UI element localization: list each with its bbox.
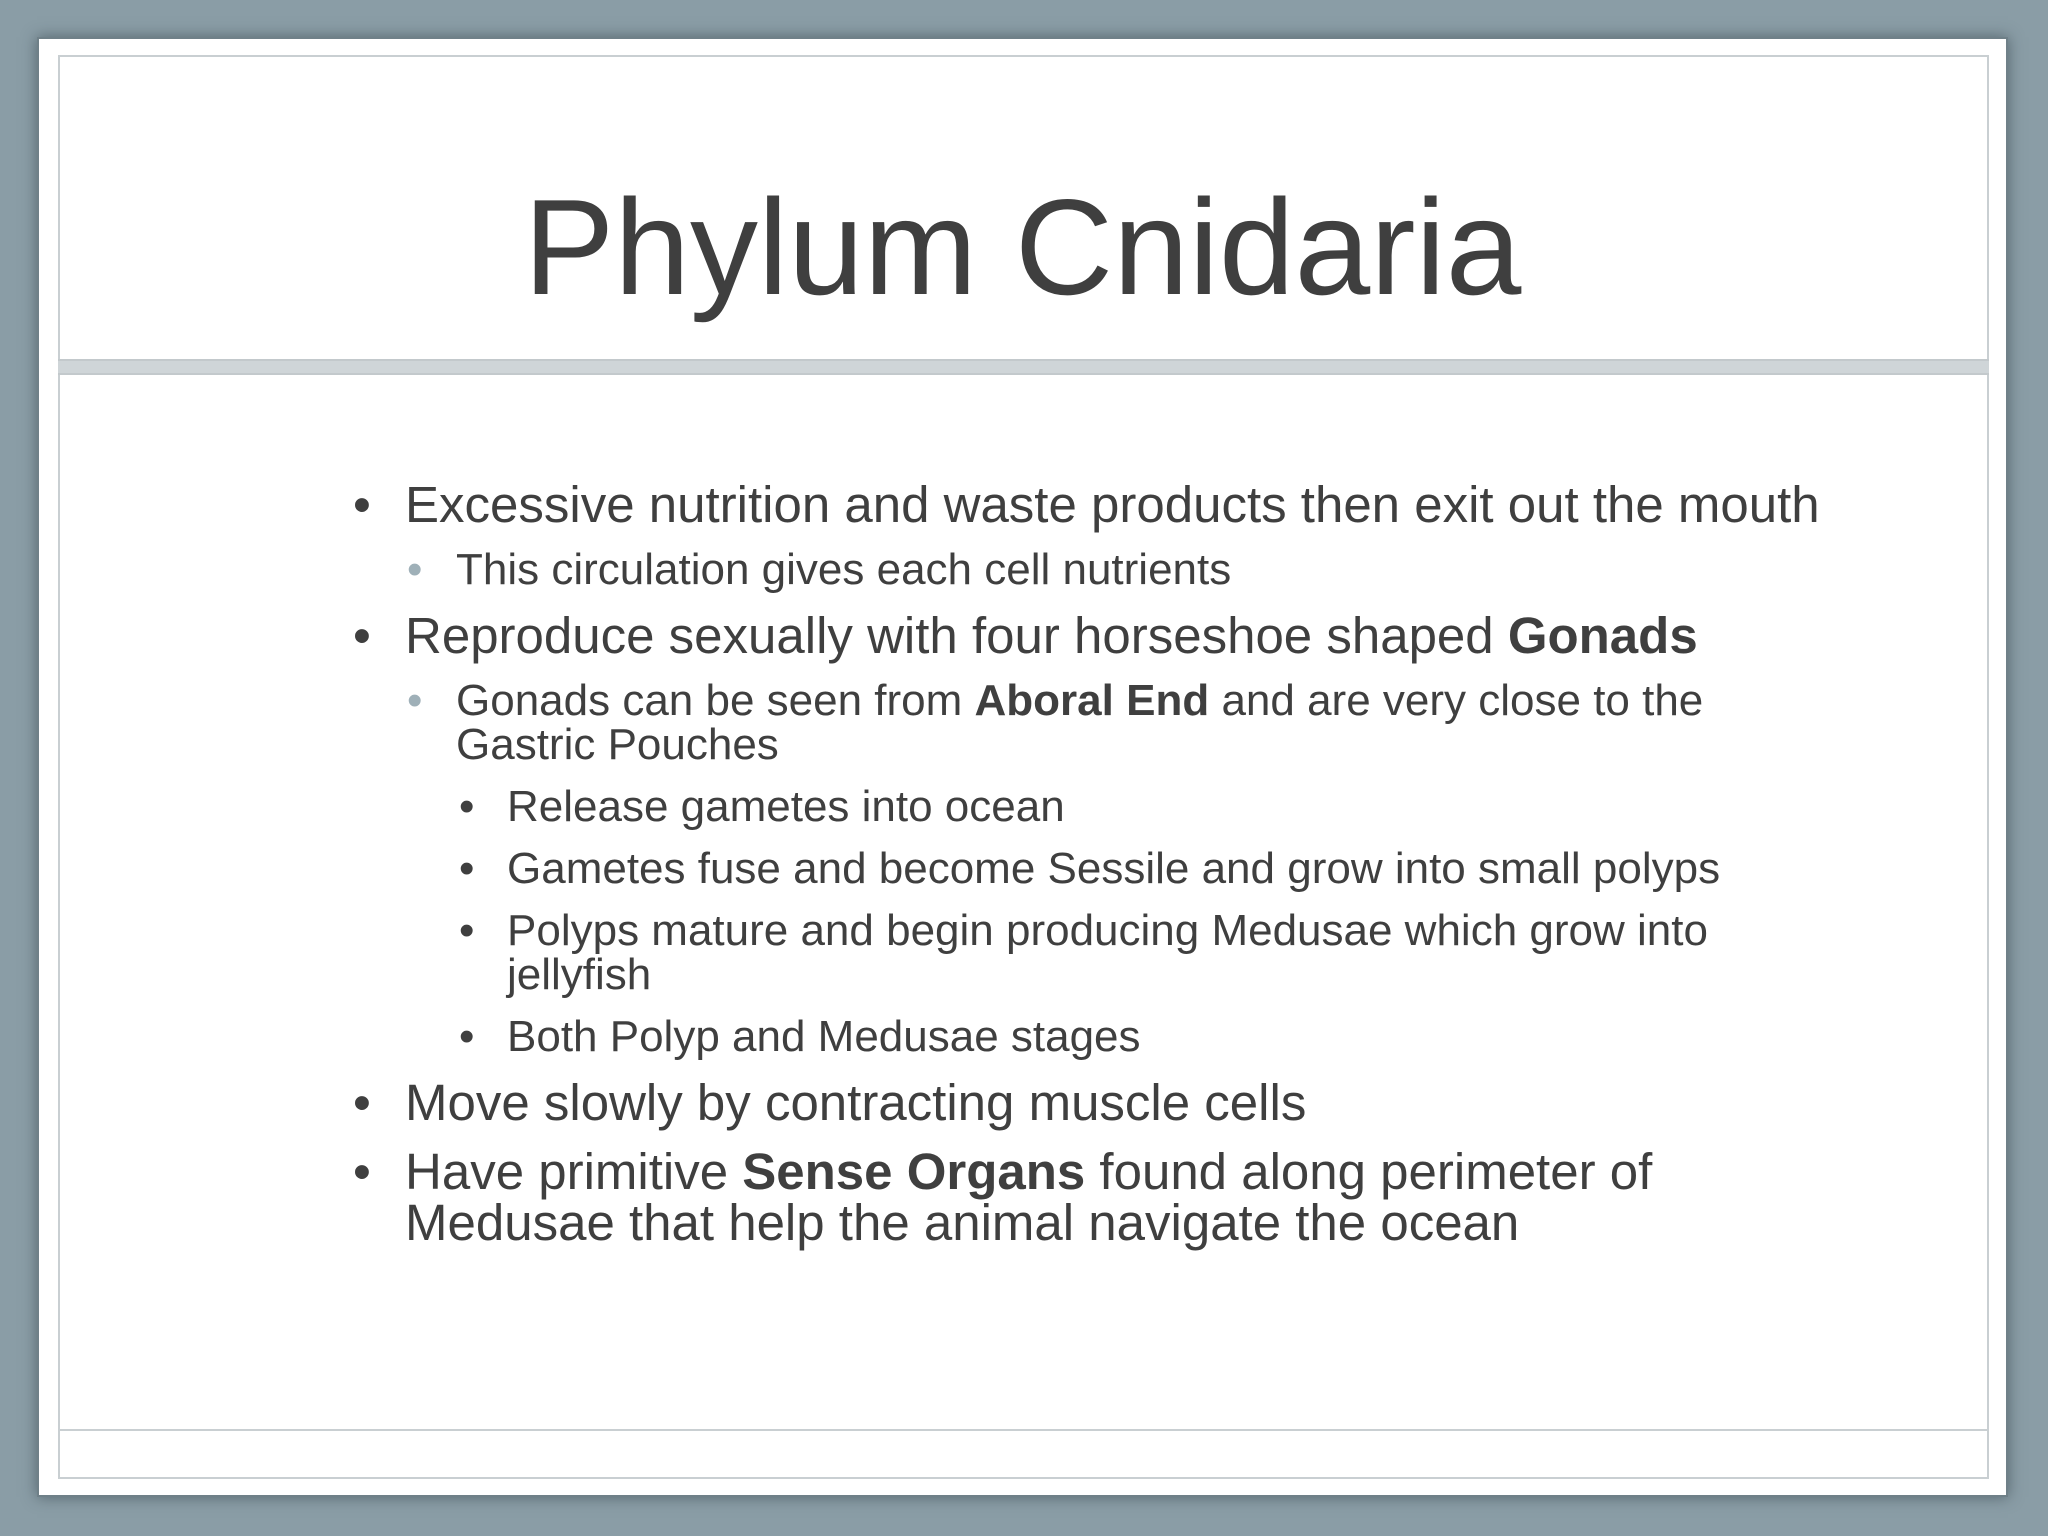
bullet-icon: •	[459, 844, 475, 893]
bullet-item: • Excessive nutrition and waste products then exit out the mouth	[353, 476, 1820, 533]
emphasis-term: Sense Organs	[742, 1143, 1086, 1200]
slide-title: Phylum Cnidaria	[523, 171, 1522, 323]
bullet-icon: •	[353, 607, 371, 664]
bullet-icon: •	[407, 545, 423, 594]
footer-divider	[58, 1429, 1989, 1431]
sub-sub-bullet-item: • Polyps mature and begin producing Medusae which grow into jellyfish	[459, 906, 1708, 999]
bullet-icon: •	[353, 1143, 371, 1200]
bullet-icon: •	[353, 1074, 371, 1131]
title-divider	[58, 359, 1989, 375]
sub-sub-bullet-item: • Both Polyp and Medusae stages	[459, 1012, 1141, 1061]
emphasis-term: Aboral End	[974, 676, 1210, 725]
bullet-icon: •	[459, 1012, 475, 1061]
slide	[37, 37, 2008, 1497]
bullet-icon: •	[459, 782, 475, 831]
sub-sub-bullet-item: • Release gametes into ocean	[459, 782, 1065, 831]
sub-sub-bullet-item: • Gametes fuse and become Sessile and grow into small polyps	[459, 844, 1721, 893]
bullet-item: • Have primitive Sense Organs found along perimeter of Medusae that help the animal navigate the ocean	[353, 1143, 1653, 1251]
slide-content	[339, 476, 1839, 1266]
bullet-icon: •	[353, 476, 371, 533]
bullet-icon: •	[459, 906, 475, 955]
emphasis-term: Gonads	[1507, 607, 1698, 664]
bullet-item: • Move slowly by contracting muscle cells	[353, 1074, 1307, 1131]
bullet-item: • Reproduce sexually with four horseshoe shaped Gonads	[353, 607, 1698, 664]
sub-bullet-item: • This circulation gives each cell nutrients	[407, 545, 1232, 594]
sub-bullet-item: • Gonads can be seen from Aboral End and are very close to the Gastric Pouches	[407, 676, 1704, 769]
bullet-icon: •	[407, 676, 423, 725]
